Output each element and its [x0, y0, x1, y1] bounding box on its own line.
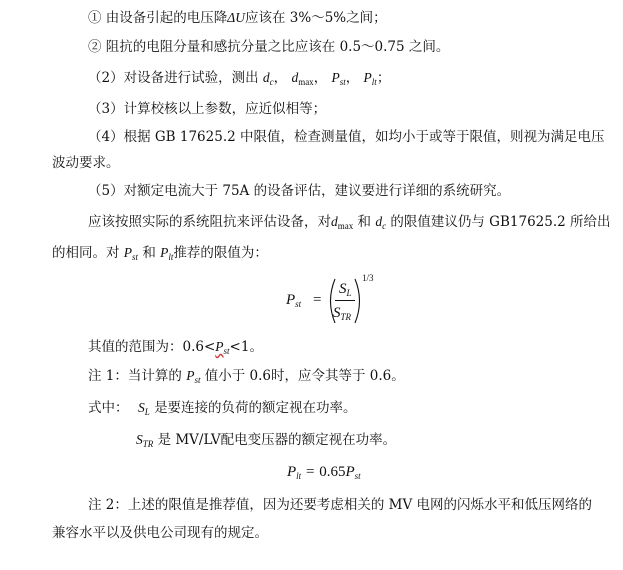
- fraction-bar: [335, 300, 355, 301]
- symbol-s-tr: $S_{TR}$: [136, 432, 154, 449]
- range-text: <1。: [229, 339, 263, 355]
- separator: ，: [345, 70, 360, 86]
- condition-1-suffix: 应该在 3%～5%之间；: [244, 10, 387, 26]
- condition-2: ② 阻抗的电阻分量和感抗分量之比应该在 0.5～0.75 之间。: [88, 39, 450, 55]
- symbol-d-max: $d_{max}$: [331, 214, 354, 231]
- paragraph-text: 和: [357, 214, 372, 230]
- symbol-p-st: $P_{st}$: [331, 70, 346, 87]
- formula-plt-equals: =: [305, 464, 315, 480]
- formula-denominator: $S_{TR}$: [333, 305, 352, 322]
- formula-lhs: $P_{st}$: [286, 292, 302, 309]
- note-2-line-2: 兼容水平以及供电公司现有的规定。: [52, 525, 268, 541]
- note-1: [88, 366, 405, 386]
- separator: ，: [313, 70, 328, 86]
- symbol-p-lt: $P_{lt}$: [363, 70, 377, 87]
- step-4-line-1: （4）根据 GB 17625.2 中限值，检查测量值，如均小于或等于限值，则视为满足电压: [88, 129, 605, 145]
- range-line: [88, 337, 263, 357]
- step-4-line-2: 波动要求。: [52, 155, 120, 171]
- formula-plt-coefficient: 0.65: [319, 464, 346, 480]
- delta-u-symbol: ΔU: [227, 10, 245, 25]
- where-item-sl: [138, 398, 357, 418]
- paragraph-line-1: [88, 212, 611, 232]
- symbol-p-lt: $P_{lt}$: [160, 245, 174, 262]
- formula-numerator: $S_L$: [339, 281, 352, 298]
- paragraph-text: 的相同。对: [52, 245, 120, 261]
- paragraph-line-2: [52, 243, 268, 263]
- note-2-line-1: 注 2：上述的限值是推荐值，因为还要考虑相关的 MV 电网的闪烁水平和低压网络的: [88, 497, 593, 513]
- symbol-d-max: $d_{max}$: [291, 70, 314, 87]
- paragraph-text: 应该按照实际的系统阻抗来评估设备，对: [88, 214, 331, 230]
- step-3: （3）计算校核以上参数，应近似相等；: [88, 101, 327, 117]
- step-2: [88, 68, 390, 88]
- where-text: 是要连接的负荷的额定视在功率。: [154, 400, 357, 416]
- symbol-p-st: $P_{st}$: [215, 339, 230, 356]
- formula-plt: [287, 461, 361, 482]
- condition-1-prefix: ① 由设备引起的电压降: [88, 10, 228, 26]
- symbol-d-c: $d_c$: [262, 70, 274, 87]
- separator: ，: [273, 70, 288, 86]
- step-5: （5）对额定电流大于 75A 的设备评估，建议要进行详细的系统研究。: [88, 183, 511, 199]
- where-text: 是 MV/LV配电变压器的额定视在功率。: [157, 432, 397, 448]
- semicolon: ；: [376, 70, 391, 86]
- paragraph-text: 推荐的限值为：: [173, 245, 268, 261]
- paragraph-text: 的限值建议仍与 GB17625.2 所给出: [390, 214, 611, 230]
- paragraph-text: 和: [142, 245, 156, 261]
- symbol-d-c: $d_c$: [375, 214, 387, 231]
- symbol-s-l: $S_L$: [138, 400, 150, 417]
- condition-1: [88, 8, 387, 28]
- note-1-text: 值小于 0.6时，应令其等于 0.6。: [204, 368, 405, 384]
- range-text: 其值的范围为：0.6<: [88, 339, 216, 355]
- symbol-p-st: $P_{st}$: [186, 368, 201, 385]
- step-2-text: （2）对设备进行试验，测出: [88, 70, 259, 86]
- formula-plt-rhs: $P_{st}$: [345, 464, 361, 481]
- formula-plt-lhs: $P_{lt}$: [287, 464, 302, 481]
- formula-equals: =: [313, 292, 322, 308]
- symbol-p-st: $P_{st}$: [123, 245, 139, 262]
- formula-exponent: 1/3: [362, 273, 374, 283]
- where-item-str: [136, 430, 396, 450]
- where-label: 式中：: [88, 400, 129, 416]
- note-1-text: 注 1：当计算的: [88, 368, 182, 384]
